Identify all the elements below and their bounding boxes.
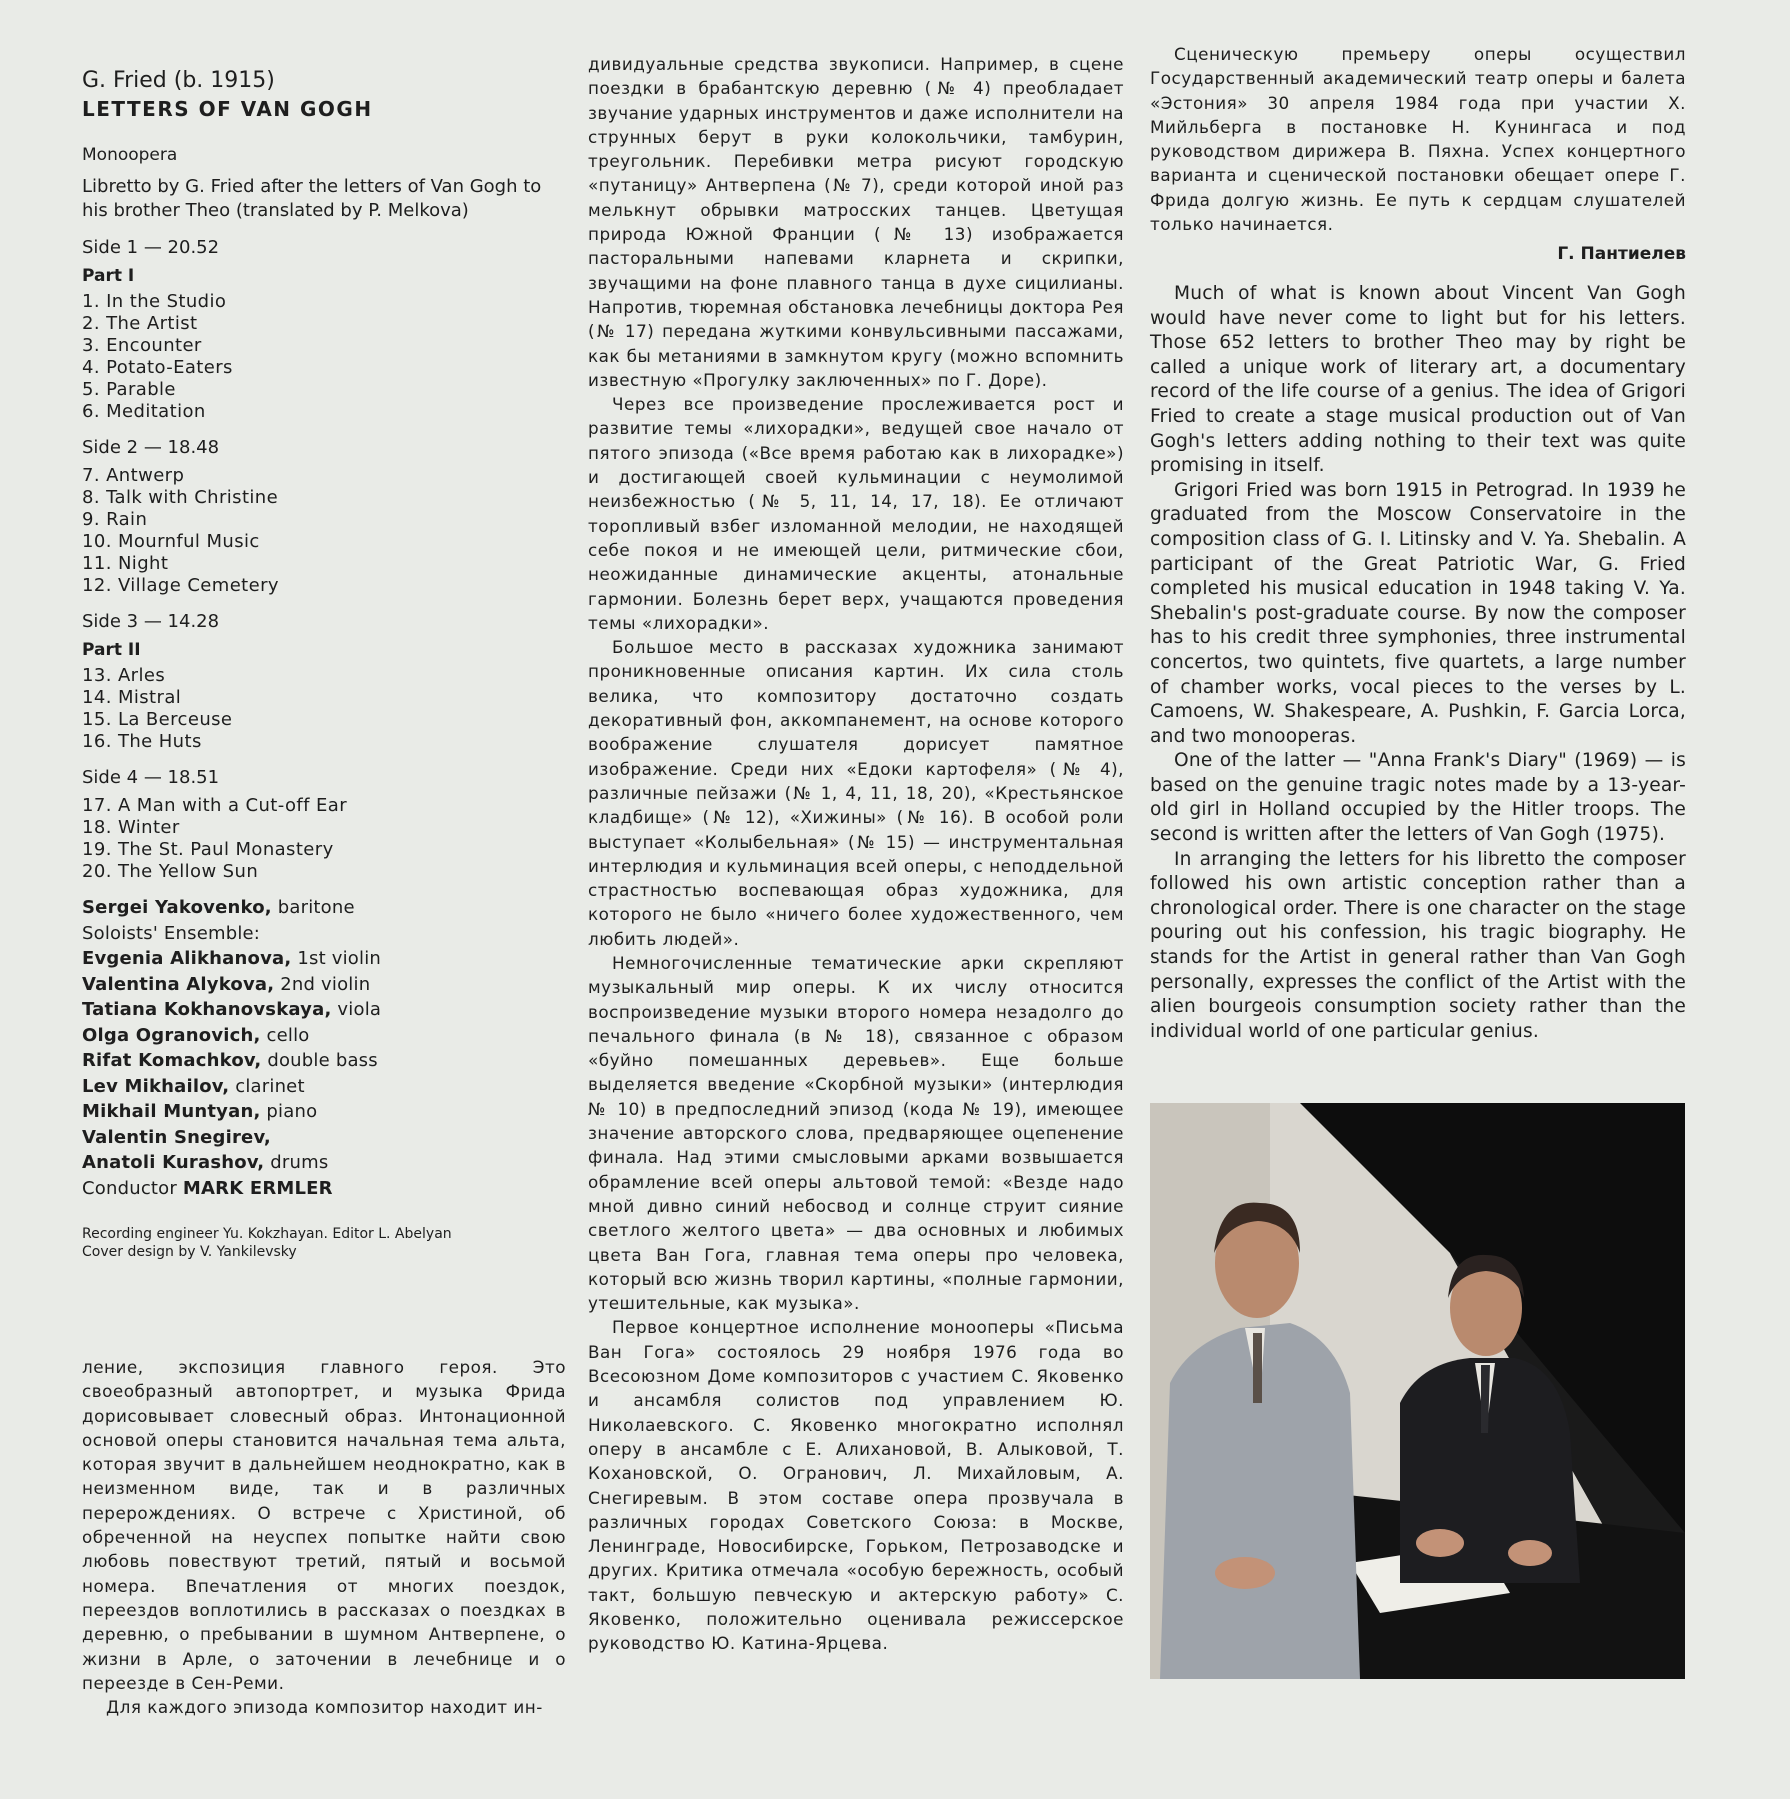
paragraph: Сценическую премьеру оперы осуществил Государственный академический театр оперы и балета «Эстония» 30 апреля 1984 года при участии Х. Мийльберга в постановке Н. Кунингаса и под руководством дирижера В. Пяхна. Успех концертного варианта и сценической постановки обещает опере Г. Фрида долгую жизнь. Ее путь к сердцам слушателей только начинается. <box>1150 44 1686 235</box>
paragraph: Первое концертное исполнение монооперы «Письма Ван Гога» состоялось 29 ноября 1976 года во Всесоюзном Доме композиторов с участием С. Яковенко и ансамбля солистов под управлением Ю. Николаевского. С. Яковенко многократно исполнял оперу в ансамбле с Е. Алихановой, В. Алыковой, Т. Кохановской, О. Огранович, Л. Михайловым, А. Снегиревым. В этом составе опера прозвучала в различных городах Советского Союза: в Москве, Ленинграде, Новосибирске, Горьком, Петрозаводске и других. Критика отмечала «особую бережность, особый такт, большую певческую и актерскую работу» С. Яковенко, положительно оценивала режиссерское руководство Ю. Катина-Ярцева. <box>588 1317 1124 1654</box>
performer-name: Rifat Komachkov, <box>82 1050 262 1071</box>
russian-text-right <box>1150 42 1686 264</box>
track-item: 19. The St. Paul Monastery <box>82 839 334 860</box>
paragraph: Much of what is known about Vincent Van Gogh would have never come to light but for his letters. Those 652 letters to brother Theo may by right be called a unique work of literary art, a documentary record of the life course of a genius. The idea of Grigori Fried to create a stage musical production out of Van Gogh's letters adding nothing to their text was quite promising in itself. <box>1150 283 1686 477</box>
part-2-heading: Part II <box>82 640 141 660</box>
paragraph: One of the latter — "Anna Frank's Diary" (1969) — is based on the genuine tragic notes made by a 13-year-old girl in Holland occupied by the Hitler troops. The second is written after the letters of Van Gogh (1975). <box>1150 750 1686 846</box>
side-4-heading: Side 4 — 18.51 <box>82 767 220 788</box>
performer-role: double bass <box>267 1050 378 1071</box>
performer-role: cello <box>266 1024 310 1046</box>
author-signature: Г. Пантиелев <box>1557 244 1686 265</box>
performer-role: 1st violin <box>297 948 382 969</box>
track-item: 9. Rain <box>82 509 148 530</box>
side-3-heading: Side 3 — 14.28 <box>82 611 220 632</box>
russian-text-left <box>82 1355 566 1719</box>
performer-line <box>82 997 552 1023</box>
performer-line <box>82 1048 552 1074</box>
photo-illustration <box>1150 1103 1685 1679</box>
performer-role: clarinet <box>235 1075 305 1097</box>
performer-line <box>82 1099 552 1125</box>
performer-name: Lev Mikhailov, <box>82 1075 230 1097</box>
credits-column <box>82 68 552 1261</box>
track-item: 4. Potato-Eaters <box>82 357 233 378</box>
performer-name: Sergei Yakovenko, <box>82 897 272 918</box>
ensemble-label: Soloists' Ensemble: <box>82 922 261 944</box>
performer-line <box>82 1074 552 1100</box>
performer-name: Tatiana Kokhanovskaya, <box>82 999 332 1020</box>
performer-line <box>82 1023 552 1049</box>
performer-role: 2nd violin <box>280 973 371 995</box>
performer-role: drums <box>270 1152 329 1173</box>
part-1-heading: Part I <box>82 266 135 286</box>
performer-name: Evgenia Alikhanova, <box>82 948 292 969</box>
russian-text-middle <box>588 52 1124 1656</box>
conductor-label: Conductor <box>82 1177 177 1199</box>
conductor-line <box>82 1176 552 1202</box>
performer-name: Anatoli Kurashov, <box>82 1152 265 1173</box>
track-item: 7. Antwerp <box>82 465 185 486</box>
track-item: 14. Mistral <box>82 687 182 708</box>
side-1-heading: Side 1 — 20.52 <box>82 237 220 258</box>
performer-name: Valentina Alykova, <box>82 973 275 995</box>
paragraph: ление, экспозиция главного героя. Это своеобразный автопортрет, и музыка Фрида дорисовывает словесный образ. Интонационной основой оперы становится начальная тема альта, которая звучит в дальнейшем неоднократно, как в неизменном виде, так и в различных перерождениях. О встрече с Христиной, об обреченной на неуспех попытке найти свою любовь повествуют третий, пятый и восьмой номера. Впечатления от многих поездок, переездов воплотились в рассказах о поездках в деревню, о пребывании в шумном Антверпене, о жизни в Арле, о заточении в лечебнице и о переезде в Сен-Реми. <box>82 1357 566 1693</box>
performer-name: Olga Ogranovich, <box>82 1024 261 1046</box>
conductor-name: MARK ERMLER <box>182 1177 333 1199</box>
track-item: 16. The Huts <box>82 731 202 752</box>
libretto-note: Libretto by G. Fried after the letters of Van Gogh to his brother Theo (translated by P. Melkova) <box>82 176 542 221</box>
track-item: 15. La Berceuse <box>82 709 233 730</box>
track-item: 2. The Artist <box>82 313 198 334</box>
track-item: 13. Arles <box>82 665 166 686</box>
production-credits <box>82 1225 552 1261</box>
track-item: 10. Mournful Music <box>82 531 260 552</box>
track-item: 5. Parable <box>82 379 176 400</box>
soloist-line <box>82 895 552 921</box>
composer-heading: G. Fried (b. 1915) <box>82 68 275 93</box>
paragraph: In arranging the letters for his libretto the composer followed his own artistic conception rather than a chronological order. There is one character on the stage pouring out his confession, his tragic biography. He stands for the Artist in general rather than Van Gogh personally, expresses the conflict of the Artist with the alien bourgeois consumption society rather than the individual world of one particular genius. <box>1150 848 1686 1042</box>
paragraph: Через все произведение прослеживается рост и развитие темы «лихорадки», ведущей свое начало от пятого эпизода («Все время работаю как в лихорадке») и достигающей своей кульминации с неумолимой неизбежностью (№ 5, 11, 14, 17, 18). Ее отличают торопливый взбег изломанной мелодии, не находящей себе покоя и не имеющей цели, ритмические сбои, неожиданные динамические акценты, атональные гармонии. Болезнь берет верх, учащаются проведения темы «лихорадки». <box>588 394 1124 633</box>
genre-label: Monoopera <box>82 145 178 165</box>
performer-line <box>82 1125 552 1151</box>
performer-name: Valentin Snegirev, <box>82 1126 271 1148</box>
performer-name: Mikhail Muntyan, <box>82 1101 261 1122</box>
photo-of-two-men-at-piano <box>1150 1103 1685 1679</box>
performers-list <box>82 895 552 1201</box>
performer-line <box>82 1150 552 1176</box>
side-2-heading: Side 2 — 18.48 <box>82 437 220 458</box>
credit-line: Recording engineer Yu. Kokzhayan. Editor L. Abelyan <box>82 1226 452 1242</box>
track-item: 12. Village Cemetery <box>82 575 279 596</box>
paragraph: Grigori Fried was born 1915 in Petrograd. In 1939 he graduated from the Moscow Conservatoire in the composition class of G. I. Litinsky and V. Ya. Shebalin. A participant of the Great Patriotic War, G. Fried completed his musical education in 1948 taking V. Ya. Shebalin's post-graduate course. By now the composer has to his credit three symphonies, three instrumental concertos, two quintets, five quartets, a large number of chamber works, vocal pieces to the verses by L. Camoens, W. Shakespeare, A. Pushkin, F. Garcia Lorca, and two monooperas. <box>1150 479 1686 747</box>
track-item: 1. In the Studio <box>82 291 227 312</box>
performer-role: piano <box>266 1101 318 1122</box>
paragraph: дивидуальные средства звукописи. Например, в сцене поездки в брабантскую деревню (№ 4) преобладает звучание ударных инструментов и даже исполнители на струнных берут в руки колокольчики, тамбурин, треугольник. Перебивки метра рисуют городскую «путаницу» Антверпена (№ 7), среди которой иной раз мелькнут обрывки матросских танцев. Цветущая природа Южной Франции (№ 13) изображается пасторальными напевами кларнета и скрипки, звучащими на фоне плавного танца в духе сицилианы. Напротив, тюремная обстановка лечебницы доктора Рея (№ 17) передана жуткими конвульсивными пассажами, как бы метаниями в замкнутом кругу (можно вспомнить известную «Прогулку заключенных» по Г. Доре). <box>588 54 1124 390</box>
performer-line <box>82 972 552 998</box>
performer-line <box>82 946 552 972</box>
paragraph: Для каждого эпизода композитор находит ин- <box>106 1697 543 1718</box>
track-item: 3. Encounter <box>82 335 202 356</box>
performer-role: viola <box>337 999 382 1020</box>
track-item: 18. Winter <box>82 817 180 838</box>
track-item: 20. The Yellow Sun <box>82 861 259 882</box>
work-title: LETTERS OF VAN GOGH <box>82 97 373 121</box>
track-item: 6. Meditation <box>82 401 206 422</box>
track-item: 11. Night <box>82 553 169 574</box>
credit-line: Cover design by V. Yankilevsky <box>82 1244 297 1260</box>
track-item: 17. A Man with a Cut-off Ear <box>82 795 348 816</box>
paragraph: Немногочисленные тематические арки скрепляют музыкальный мир оперы. К их числу относится воспроизведение музыки второго номера незадолго до печального финала (в № 18), связанное с образом «буйно помешанных деревьев». Еще больше выделяется введение «Скорбной музыки» (интерлюдия № 10) в предпоследний эпизод (кода № 19), имеющее значение авторского слова, предваряющее оцепенение финала. Над этими смысловыми арками возвышается обрамление всей оперы альтовой темой: «Везде надо мной дивно синий небосвод и солнце струит сияние светлого желтого цвета» — два основных и любимых цвета Ван Гога, главная тема оперы про человека, который всю жизнь творил картины, «полные гармонии, утешительные, как музыка». <box>588 952 1124 1314</box>
track-item: 8. Talk with Christine <box>82 487 279 508</box>
performer-role: baritone <box>277 897 355 918</box>
paragraph: Большое место в рассказах художника занимают проникновенные описания картин. Их сила столь велика, что композитору достаточно создать декоративный фон, аккомпанемент, на основе которого воображение слушателя дорисует памятное изображение. Среди них «Едоки картофеля» (№ 4), различные пейзажи (№ 1, 4, 11, 18, 20), «Крестьянское кладбище» (№ 12), «Хижины» (№ 16). В особой роли выступает «Колыбельная» (№ 15) — инструментальная интерлюдия и кульминация всей оперы, с неподдельной страстностью воспевающая образ художника, для которого не было «ничего более художественного, чем любить людей». <box>588 637 1124 949</box>
english-essay <box>1150 282 1686 1044</box>
